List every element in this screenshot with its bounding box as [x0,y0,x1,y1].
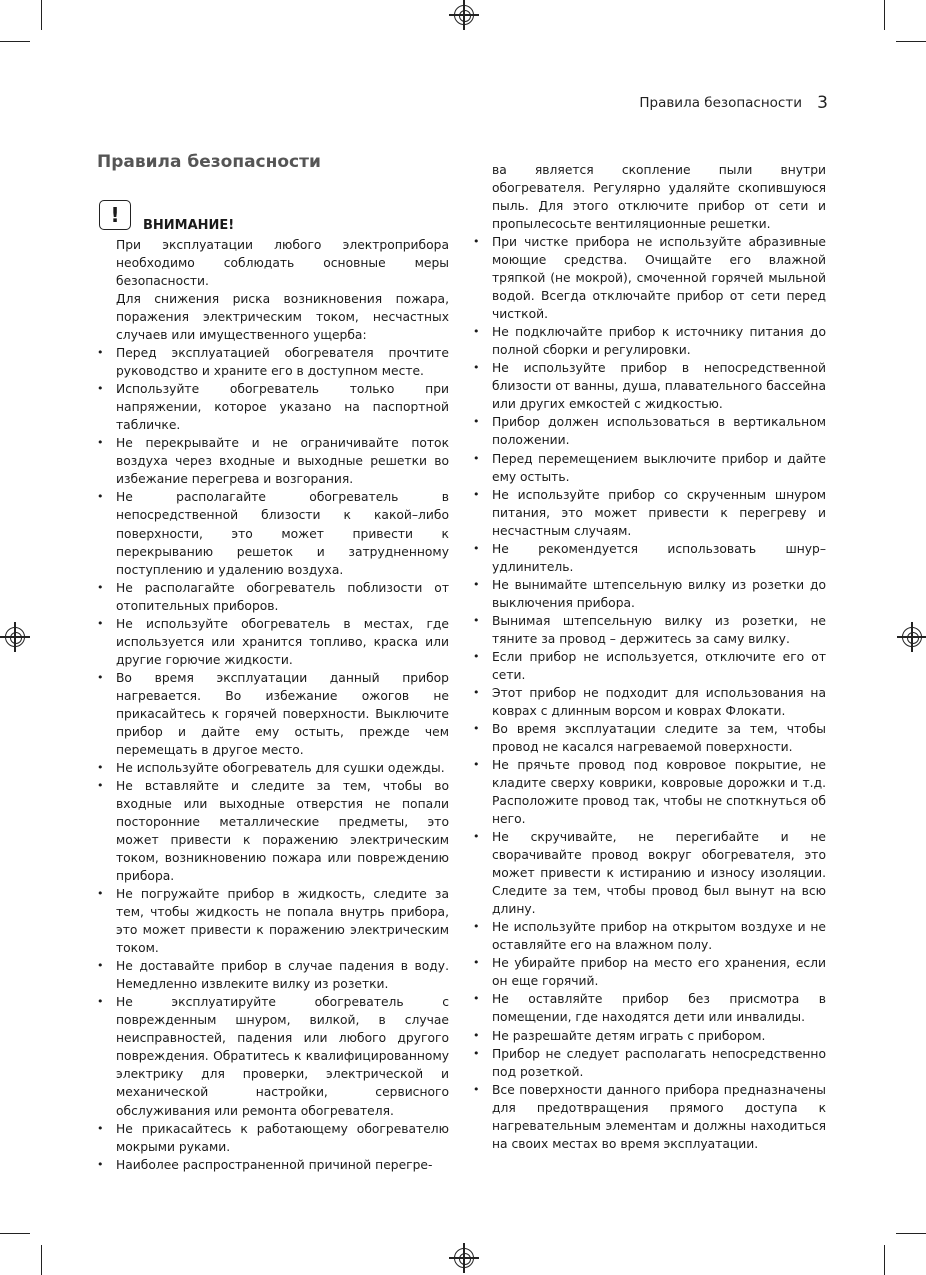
list-item: • Не эксплуатируйте обогреватель с поврежденным шнуром, вилкой, в случае неисправностей, падения или любого другого повреждения. Обратитесь к квалифицированному электрику для проверки, электрической и механической настройки, сервисного обслуживания или ремонта обогревателя. [97,993,449,1119]
list-item: • Не используйте прибор на открытом воздухе и не оставляйте его на влажном полу. [473,918,826,954]
list-item: • Не убирайте прибор на место его хранения, если он еще горячий. [473,954,826,990]
list-item: • Не перекрывайте и не ограничивайте поток воздуха через входные и выходные решетки во избежание перегрева и возгорания. [97,434,449,488]
list-item: • При чистке прибора не используйте абразивные моющие средства. Очищайте его влажной тряпкой (не мокрой), смоченной горячей мыльной водой. Всегда отключайте прибор от сети перед чисткой. [473,233,826,323]
registration-mark-icon [454,5,474,25]
running-header [639,95,802,111]
crop-mark [41,1245,42,1275]
list-item: • Не вынимайте штепсельную вилку из розетки до выключения прибора. [473,576,826,612]
list-item: • Не подключайте прибор к источнику питания до полной сборки и регулировки. [473,323,826,359]
running-title: Правила безопасности [639,95,802,111]
list-item: • Во время эксплуатации данный прибор нагревается. Во избежание ожогов не прикасайтесь к горячей поверхности. Выключите прибор и дайте ему остыть, прежде чем перемещать в другое место. [97,669,449,759]
left-column [97,236,449,1174]
crop-mark [896,1233,926,1234]
list-item: • Не вставляйте и следите за тем, чтобы во входные или выходные отверстия не попали посторонние металлические предметы, это может привести к поражению электрическим током, возникновению пожара или повреждению прибора. [97,777,449,885]
list-item: • Не используйте прибор в непосредственной близости от ванны, душа, плавательного бассейна или других емкостей с жидкостью. [473,359,826,413]
list-item: • Перед эксплуатацией обогревателя прочтите руководство и храните его в доступном месте. [97,344,449,380]
list-item: • Все поверхности данного прибора предназначены для предотвращения прямого доступа к нагревательным элементам и должны находиться на своих местах во время эксплуатации. [473,1081,826,1153]
crop-mark [884,1245,885,1275]
list-item: • Если прибор не используется, отключите его от сети. [473,648,826,684]
list-item: • Перед перемещением выключите прибор и дайте ему остыть. [473,450,826,486]
crop-mark [41,0,42,30]
list-item: • Прибор не следует располагать непосредственно под розеткой. [473,1045,826,1081]
page-number: 3 [817,93,828,113]
right-column [473,161,826,1153]
exclamation-icon: ! [99,200,131,230]
safety-list-left [97,344,449,1173]
list-item: • Вынимая штепсельную вилку из розетки, не тяните за провод – держитесь за саму вилку. [473,612,826,648]
list-item: • Не скручивайте, не перегибайте и не сворачивайте провод вокруг обогревателя, это может привести к истиранию и износу изоляции. Следите за тем, чтобы провод был вынут на всю длину. [473,828,826,918]
list-item: • Не используйте обогреватель для сушки одежды. [97,759,449,777]
list-item: • Не прикасайтесь к работающему обогревателю мокрыми руками. [97,1120,449,1156]
safety-list-right [473,233,826,1153]
list-item: • Не оставляйте прибор без присмотра в помещении, где находятся дети или инвалиды. [473,990,826,1026]
crop-mark [884,0,885,30]
registration-mark-icon [902,627,922,647]
list-item: • Используйте обогреватель только при напряжении, которое указано на паспортной табличке. [97,380,449,434]
list-item: • Не располагайте обогреватель в непосредственной близости к какой–либо поверхности, это может привести к перекрыванию решеток и затрудненному поступлению и удалению воздуха. [97,488,449,578]
continuation-text: ва является скопление пыли внутри обогревателя. Регулярно удаляйте скопившуюся пыль. Для этого отключите прибор от сети и пропылесосьте вентиляционные решетки. [492,163,826,232]
registration-mark-icon [5,627,25,647]
warning-intro: При эксплуатации любого электроприбора необходимо соблюдать основные меры безопасности. [116,238,449,289]
list-item: • Не располагайте обогреватель поблизости от отопительных приборов. [97,579,449,615]
registration-mark-icon [454,1248,474,1268]
list-item: • Не доставайте прибор в случае падения в воду. Немедленно извлеките вилку из розетки. [97,957,449,993]
page-title: Правила безопасности [97,152,321,172]
list-item: • Не используйте прибор со скрученным шнуром питания, это может привести к перегреву и несчастным случаям. [473,486,826,540]
list-item: • Во время эксплуатации следите за тем, чтобы провод не касался нагреваемой поверхности. [473,720,826,756]
list-item: • Этот прибор не подходит для использования на коврах с длинным ворсом и коврах Флокати. [473,684,826,720]
list-item: • Не разрешайте детям играть с прибором. [473,1027,826,1045]
crop-mark [0,1233,30,1234]
list-item: • Не рекомендуется использовать шнур–удлинитель. [473,540,826,576]
list-item: • Наиболее распространенной причиной перегре- [97,1156,449,1174]
list-item: • Прибор должен использоваться в вертикальном положении. [473,413,826,449]
warning-title: ВНИМАНИЕ! [143,218,235,233]
crop-mark [0,41,30,42]
warning-intro: Для снижения риска возникновения пожара, поражения электрическим током, несчастных случаев или имущественного ущерба: [116,292,449,343]
list-item: • Не прячьте провод под ковровое покрытие, не кладите сверху коврики, ковровые дорожки и т.д. Расположите провод так, чтобы не споткнуться об него. [473,756,826,828]
list-item: • Не погружайте прибор в жидкость, следите за тем, чтобы жидкость не попала внутрь прибора, это может привести к поражению электрическим током. [97,885,449,957]
list-item: • Не используйте обогреватель в местах, где используется или хранится топливо, краска или другие горючие жидкости. [97,615,449,669]
crop-mark [896,41,926,42]
